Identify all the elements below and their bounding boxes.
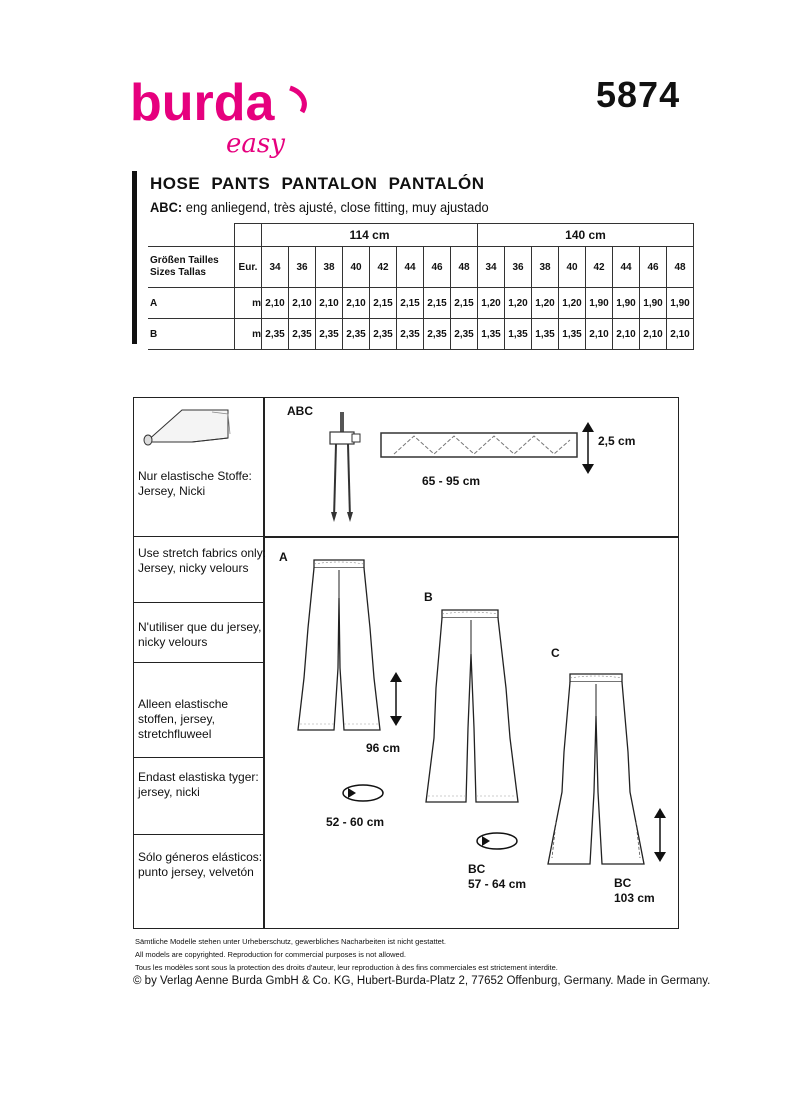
garment-title: HOSE PANTS PANTALON PANTALÓN bbox=[150, 174, 485, 193]
notions-label: ABC bbox=[287, 404, 313, 418]
width-114-header: 114 cm bbox=[262, 224, 478, 247]
size-cell: 38 bbox=[316, 247, 343, 288]
yardage-cell: 2,10 bbox=[316, 288, 343, 319]
yardage-cell: 1,35 bbox=[505, 319, 532, 350]
view-a-label: A bbox=[279, 550, 288, 564]
size-cell: 44 bbox=[613, 247, 640, 288]
fabric-note-divider bbox=[133, 834, 263, 835]
pants-b-drawing bbox=[424, 608, 524, 808]
yardage-cell: 1,20 bbox=[559, 288, 586, 319]
pattern-number: 5874 bbox=[596, 74, 681, 115]
fabric-note-nl: Alleen elastische stoffen, jersey, stretchfluweel bbox=[138, 697, 229, 741]
size-label: Größen Tailles Sizes Tallas bbox=[148, 247, 235, 288]
info-divider-vertical bbox=[263, 397, 265, 929]
view-b-row bbox=[148, 319, 694, 350]
yardage-cell: 2,35 bbox=[343, 319, 370, 350]
size-cell: 46 bbox=[640, 247, 667, 288]
size-cell: 34 bbox=[262, 247, 289, 288]
size-cell: 34 bbox=[478, 247, 505, 288]
size-cell: 36 bbox=[505, 247, 532, 288]
yardage-cell: 2,35 bbox=[424, 319, 451, 350]
size-cell: 44 bbox=[397, 247, 424, 288]
yardage-cell: 1,35 bbox=[532, 319, 559, 350]
elastic-length: 65 - 95 cm bbox=[422, 474, 481, 488]
waist-loop-icon bbox=[340, 782, 386, 804]
yardage-cell: 2,35 bbox=[289, 319, 316, 350]
fabric-note-sv: Endast elastiska tyger: jersey, nicki bbox=[138, 770, 259, 799]
fit-prefix: ABC: bbox=[150, 199, 183, 215]
elastic-width: 2,5 cm bbox=[598, 434, 636, 448]
yardage-table bbox=[148, 223, 694, 350]
yardage-cell: 2,35 bbox=[316, 319, 343, 350]
fabric-note-en: Use stretch fabrics only: Jersey, nicky velours bbox=[138, 546, 267, 575]
sizes-row bbox=[148, 247, 694, 288]
yardage-cell: 2,10 bbox=[586, 319, 613, 350]
twin-needle-icon bbox=[320, 410, 364, 528]
yardage-cell: 1,20 bbox=[532, 288, 559, 319]
yardage-cell: 2,15 bbox=[397, 288, 424, 319]
size-cell: 42 bbox=[586, 247, 613, 288]
view-label: A bbox=[148, 288, 235, 319]
view-b-label: B bbox=[424, 590, 433, 604]
yardage-cell: 2,15 bbox=[451, 288, 478, 319]
yardage-cell: 2,15 bbox=[370, 288, 397, 319]
yardage-cell: 2,10 bbox=[343, 288, 370, 319]
view-a-inseam: 96 cm bbox=[366, 741, 401, 755]
fit-text: eng anliegend, très ajusté, close fitting, muy ajustado bbox=[182, 199, 489, 215]
inseam-arrow-icon bbox=[388, 670, 404, 728]
inseam-arrow-icon bbox=[652, 806, 668, 864]
waist-loop-icon bbox=[474, 830, 520, 852]
size-cell: 48 bbox=[451, 247, 478, 288]
view-c-label: C bbox=[551, 646, 560, 660]
yardage-cell: 1,35 bbox=[559, 319, 586, 350]
view-a-waist: 52 - 60 cm bbox=[326, 815, 385, 829]
fabric-bolt-icon bbox=[142, 404, 234, 450]
copyright-line: © by Verlag Aenne Burda GmbH & Co. KG, Hubert-Burda-Platz 2, 77652 Offenburg, Germany. Made in Germany. bbox=[133, 975, 711, 987]
yardage-cell: 2,10 bbox=[289, 288, 316, 319]
yardage-cell: 2,15 bbox=[424, 288, 451, 319]
pants-a-drawing bbox=[294, 558, 390, 736]
fit-description bbox=[150, 199, 489, 215]
yardage-cell: 1,90 bbox=[586, 288, 613, 319]
burda-easy-logo bbox=[130, 72, 320, 162]
fabric-note-divider bbox=[133, 602, 263, 603]
yardage-cell: 1,90 bbox=[640, 288, 667, 319]
view-a-row bbox=[148, 288, 694, 319]
copyright-notice-fr: Tous les modèles sont sous la protection des droits d'auteur, leur reproduction à des fins commerciales est strictement interdite. bbox=[135, 963, 558, 972]
size-cell: 46 bbox=[424, 247, 451, 288]
logo-swoosh bbox=[290, 88, 304, 112]
yardage-cell: 2,35 bbox=[451, 319, 478, 350]
title-accent-bar bbox=[132, 171, 137, 344]
pants-c-drawing bbox=[542, 672, 652, 870]
fabric-note-de: Nur elastische Stoffe: Jersey, Nicki bbox=[138, 469, 252, 498]
size-cell: 40 bbox=[559, 247, 586, 288]
brand-sub-text: easy bbox=[226, 129, 285, 159]
fabric-note-es: Sólo géneros elásticos: punto jersey, velvetón bbox=[138, 850, 263, 879]
yardage-cell: 2,35 bbox=[262, 319, 289, 350]
width-140-header: 140 cm bbox=[478, 224, 694, 247]
fabric-note-divider bbox=[133, 662, 263, 663]
yardage-cell: 2,10 bbox=[262, 288, 289, 319]
yardage-cell: 2,35 bbox=[397, 319, 424, 350]
eur-label: Eur. bbox=[235, 247, 262, 288]
size-cell: 40 bbox=[343, 247, 370, 288]
brand-text: burda bbox=[130, 74, 275, 132]
elastic-band-illustration bbox=[380, 432, 580, 460]
yardage-cell: 2,10 bbox=[667, 319, 694, 350]
size-cell: 42 bbox=[370, 247, 397, 288]
double-arrow-icon bbox=[580, 420, 596, 476]
view-label: B bbox=[148, 319, 235, 350]
yardage-cell: 1,90 bbox=[613, 288, 640, 319]
size-cell: 38 bbox=[532, 247, 559, 288]
fabric-note-fr: N'utiliser que du jersey, nicky velours bbox=[138, 620, 262, 649]
yardage-cell: 2,10 bbox=[613, 319, 640, 350]
yardage-cell: 1,20 bbox=[478, 288, 505, 319]
copyright-notice-en: All models are copyrighted. Reproduction for commercial purposes is not allowed. bbox=[135, 950, 406, 959]
view-bc-waist: 57 - 64 cm bbox=[468, 877, 527, 891]
size-cell: 36 bbox=[289, 247, 316, 288]
view-bc-label-2: BC bbox=[614, 876, 632, 890]
unit-label: m bbox=[235, 319, 262, 350]
fabric-note-divider bbox=[133, 757, 263, 758]
view-bc-inseam: 103 cm bbox=[614, 891, 655, 905]
yardage-cell: 2,35 bbox=[370, 319, 397, 350]
copyright-notice-de: Sämtliche Modelle stehen unter Urheberschutz, gewerbliches Nacharbeiten ist nicht gestattet. bbox=[135, 937, 446, 946]
fabric-width-row bbox=[148, 224, 694, 247]
info-divider-horizontal bbox=[263, 536, 679, 538]
yardage-cell: 1,20 bbox=[505, 288, 532, 319]
yardage-cell: 1,35 bbox=[478, 319, 505, 350]
unit-label: m bbox=[235, 288, 262, 319]
yardage-cell: 2,10 bbox=[640, 319, 667, 350]
view-bc-label-1: BC bbox=[468, 862, 486, 876]
fabric-note-divider bbox=[133, 536, 263, 537]
yardage-cell: 1,90 bbox=[667, 288, 694, 319]
size-cell: 48 bbox=[667, 247, 694, 288]
